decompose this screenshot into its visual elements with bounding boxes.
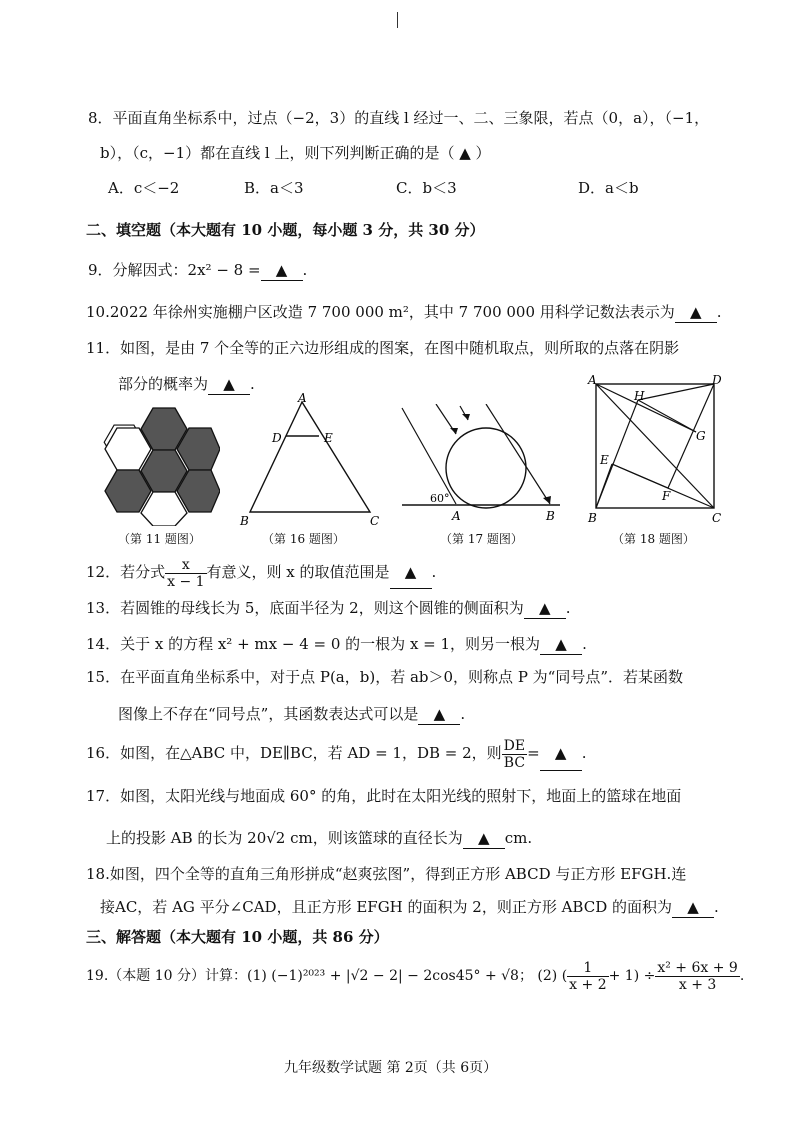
top-mark — [397, 12, 398, 28]
q14-blank: ▲ — [540, 634, 582, 655]
q19-fraction-1-denominator: x + 2 — [569, 976, 607, 993]
label-e: E — [600, 453, 609, 467]
q12-numerator: x — [165, 557, 206, 574]
q8-option-b: B．a＜3 — [244, 179, 304, 197]
fig17-caption: （第 17 题图） — [440, 532, 523, 546]
q16-pre: 16．如图，在△ABC 中，DE∥BC，若 AD = 1，DB = 2，则 — [86, 744, 502, 762]
diagonal-ac — [596, 384, 714, 508]
q12-fraction — [165, 557, 206, 590]
q15-text: 图像上不存在“同号点”，其函数表达式可以是 — [118, 705, 419, 723]
q19-end: . — [739, 968, 745, 984]
q11-end: . — [250, 375, 255, 393]
triangle-abc — [250, 402, 370, 512]
q10-blank: ▲ — [675, 302, 717, 323]
q19-part2-mid: + 1) ÷ — [608, 968, 656, 984]
q12-post: 有意义，则 x 的取值范围是 — [206, 563, 390, 581]
q13-text: 13．若圆锥的母线长为 5，底面半径为 2，则这个圆锥的侧面积为 — [86, 599, 524, 617]
q16-end: . — [581, 744, 587, 762]
q14 — [86, 634, 587, 655]
q18-blank: ▲ — [672, 897, 714, 918]
q12-end: . — [431, 563, 437, 581]
q9 — [88, 260, 307, 281]
q11-line1: 11．如图，是由 7 个全等的正六边形组成的图案，在图中随机取点，则所取的点落在阴影 — [86, 339, 680, 357]
q19-fraction-1-numerator: 1 — [567, 960, 608, 977]
q8-option-d: D．a＜b — [578, 179, 639, 197]
fig18-caption: （第 18 题图） — [612, 532, 695, 546]
section-2-heading: 二、填空题（本大题有 10 小题，每小题 3 分，共 30 分） — [86, 221, 485, 239]
q12-pre: 12．若分式 — [86, 563, 166, 581]
q18-line1: 18.如图，四个全等的直角三角形拼成“赵爽弦图”，得到正方形 ABCD 与正方形 EFGH.连 — [86, 865, 687, 883]
page-footer: 九年级数学试题 第 2页（共 6页） — [284, 1060, 498, 1076]
label-d: D — [272, 431, 282, 445]
q19-fraction-2 — [655, 960, 739, 993]
label-f: F — [662, 489, 671, 503]
q14-text: 14．关于 x 的方程 x² + mx − 4 = 0 的一根为 x = 1，则另一根为 — [86, 635, 541, 653]
label-b: B — [588, 511, 597, 525]
q19-part1: 19.（本题 10 分）计算：(1) (−1)²⁰²³ + |√2 − 2| − 2cos45° + √8； — [86, 968, 533, 984]
sun-ray-4 — [486, 404, 550, 504]
q8-line2: b），（c，−1）都在直线 l 上，则下列判断正确的是（ ▲ ） — [100, 144, 491, 162]
basketball-circle — [446, 428, 526, 508]
segment-df — [668, 384, 714, 488]
label-g: G — [696, 429, 706, 443]
q9-blank: ▲ — [261, 260, 303, 281]
angle-label: 60° — [430, 492, 450, 505]
segment-be — [596, 464, 612, 508]
q18-line2 — [100, 897, 719, 918]
side-ef — [612, 464, 668, 488]
q16-fraction — [502, 738, 527, 771]
label-b: B — [546, 509, 555, 523]
q13-blank: ▲ — [524, 598, 566, 619]
q15-line1: 15．在平面直角坐标系中，对于点 P(a，b)，若 ab＞0，则称点 P 为“同号点”．若某函数 — [86, 668, 684, 686]
label-a: A — [588, 373, 597, 387]
q18-text: 接AC，若 AG 平分∠CAD，且正方形 EFGH 的面积为 2，则正方形 ABCD 的面积为 — [100, 898, 673, 916]
q10-text: 10.2022 年徐州实施棚户区改造 7 700 000 m²，其中 7 700 000 用科学记数法表示为 — [86, 303, 675, 321]
q10 — [86, 302, 722, 323]
label-a: A — [298, 392, 307, 405]
q16-numerator: DE — [503, 737, 526, 754]
fig17-ball-shadow — [398, 404, 562, 524]
label-c: C — [712, 511, 722, 525]
side-hg — [638, 400, 696, 432]
q16-denominator: BC — [503, 754, 526, 771]
q17-end: cm. — [504, 829, 533, 847]
q8-option-a: A．c＜−2 — [108, 179, 180, 197]
q17-blank: ▲ — [463, 828, 505, 849]
section-3-heading: 三、解答题（本大题有 10 小题，共 86 分） — [86, 928, 389, 946]
q18-end: . — [714, 898, 719, 916]
q13 — [86, 598, 571, 619]
segment-dh — [638, 384, 714, 400]
q17-line2 — [106, 828, 532, 849]
q11-text: 部分的概率为 — [118, 375, 209, 393]
q17-text: 上的投影 AB 的长为 20√2 cm，则该篮球的直径长为 — [106, 829, 463, 847]
q15-blank: ▲ — [418, 704, 460, 725]
q16-post: = — [527, 744, 540, 762]
q16 — [86, 736, 586, 771]
q15-line2 — [118, 704, 465, 725]
q9-text: 9．分解因式：2x² − 8 = — [88, 261, 261, 279]
label-d: D — [712, 373, 722, 387]
q10-end: . — [716, 303, 722, 321]
q8-line1: 8．平面直角坐标系中，过点（−2，3）的直线 l 经过一、二、三象限，若点（0，a），（−1， — [88, 109, 710, 127]
q12-blank: ▲ — [390, 556, 432, 589]
q12-denominator: x − 1 — [167, 573, 205, 590]
label-b: B — [240, 514, 249, 528]
fig16-triangle — [238, 392, 388, 530]
q17-line1: 17．如图，太阳光线与地面成 60° 的角，此时在太阳光线的照射下，地面上的篮球在地面 — [86, 787, 682, 805]
fig18-string-diagram — [584, 372, 728, 526]
q14-end: . — [582, 635, 587, 653]
q15-end: . — [460, 705, 466, 723]
label-a: A — [452, 509, 461, 523]
q13-end: . — [565, 599, 571, 617]
q19-fraction-2-numerator: x² + 6x + 9 — [657, 959, 738, 976]
ray-arrow-2 — [450, 428, 458, 434]
q19-part2-pre: (2) ( — [537, 968, 568, 984]
fig11-caption: （第 11 题图） — [118, 532, 201, 546]
q16-blank: ▲ — [540, 736, 582, 771]
q19 — [86, 958, 744, 994]
q19-fraction-2-denominator: x + 3 — [678, 976, 717, 993]
fig11-hexagon-pattern — [96, 404, 220, 526]
q19-fraction-1 — [567, 960, 608, 993]
ray-arrow-3 — [543, 496, 551, 504]
q11-blank: ▲ — [208, 374, 250, 395]
ray-arrow-1 — [462, 414, 470, 420]
fig16-caption: （第 16 题图） — [262, 532, 345, 546]
label-h: H — [634, 389, 645, 403]
q11-line2 — [118, 374, 255, 395]
q9-end: . — [302, 261, 308, 279]
q8-option-c: C．b＜3 — [396, 179, 457, 197]
q12 — [86, 556, 436, 590]
label-c: C — [370, 514, 380, 528]
label-e: E — [324, 431, 333, 445]
